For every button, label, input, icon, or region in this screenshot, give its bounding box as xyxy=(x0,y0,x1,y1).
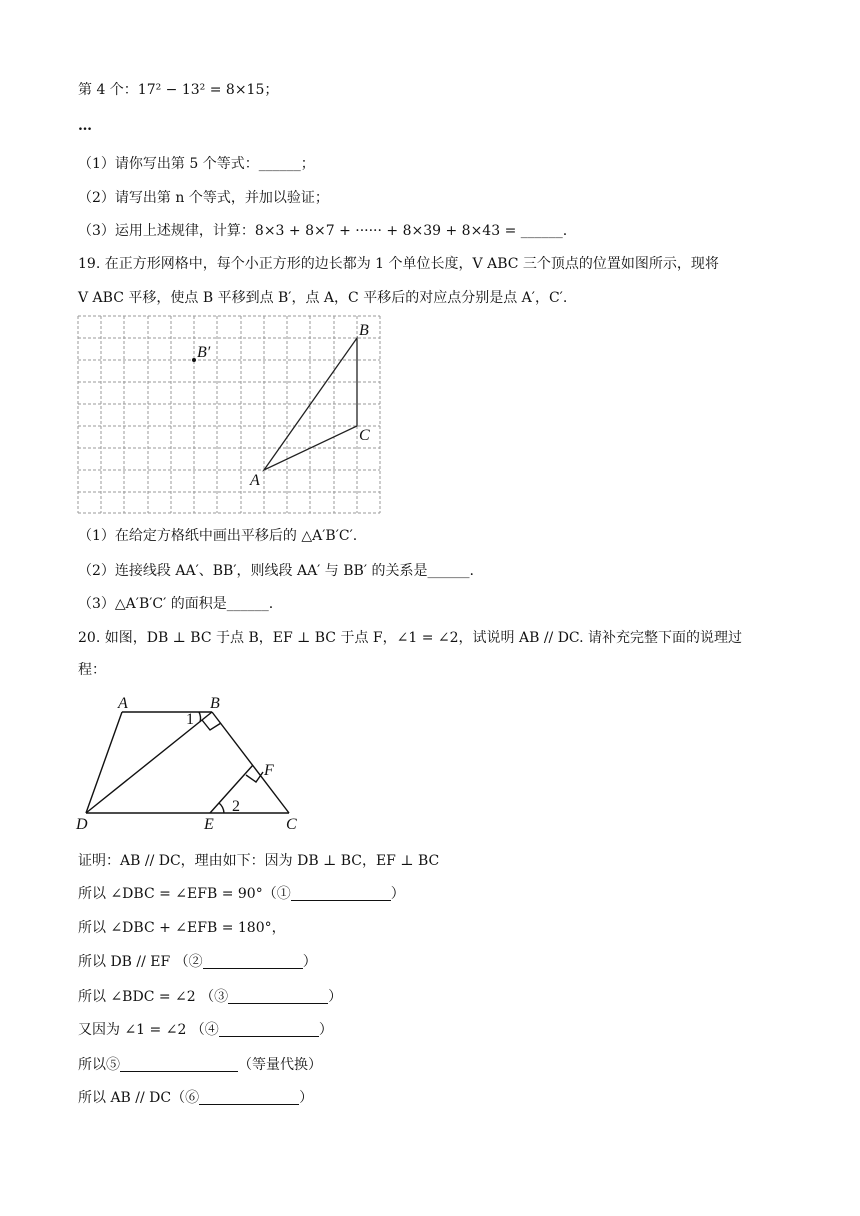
grid-lines xyxy=(78,316,380,513)
proof-line-6-close: ） xyxy=(318,1022,333,1038)
answer-blank-2[interactable] xyxy=(203,953,303,969)
proof-line-7-reason: （等量代换） xyxy=(238,1057,322,1073)
angle-2-arc xyxy=(219,803,224,813)
q18-line-4: 第 4 个：17² − 13² = 8×15； xyxy=(78,82,279,98)
label-c: C xyxy=(286,816,297,833)
q18-subquestion-1: （1）请你写出第 5 个等式：______； xyxy=(78,156,315,172)
label-a: A xyxy=(118,695,128,712)
q19-subquestion-2: （2）连接线段 AA′、BB′，则线段 AA′ 与 BB′ 的关系是______. xyxy=(78,563,474,579)
label-c: C xyxy=(359,427,370,444)
answer-blank-6[interactable] xyxy=(199,1089,299,1105)
point-b-prime xyxy=(192,358,196,362)
label-b: B xyxy=(210,695,220,712)
proof-line-5-text: 所以 ∠BDC = ∠2 （③ xyxy=(78,989,229,1005)
q19-subquestion-1: （1）在给定方格纸中画出平移后的 △A′B′C′. xyxy=(78,528,358,544)
proof-line-2-close: ） xyxy=(390,886,405,902)
proof-line-5-close: ） xyxy=(328,989,343,1005)
proof-line-3: 所以 ∠DBC + ∠EFB = 180°， xyxy=(78,920,286,936)
angle-1-arc xyxy=(199,712,200,722)
label-e: E xyxy=(204,816,214,833)
label-b: B xyxy=(359,322,369,339)
q20-stem-line-2: 程： xyxy=(78,662,106,678)
proof-line-4 xyxy=(78,952,317,972)
answer-blank-4[interactable] xyxy=(219,1021,319,1037)
label-angle-1: 1 xyxy=(186,711,194,728)
proof-line-8-close: ） xyxy=(299,1090,314,1106)
label-d: D xyxy=(76,816,88,833)
right-angle-mark-f xyxy=(246,772,263,782)
proof-line-8 xyxy=(78,1088,313,1108)
answer-blank-3[interactable] xyxy=(228,988,328,1004)
right-angle-mark-b xyxy=(202,720,221,730)
label-b-prime: B′ xyxy=(197,344,211,361)
proof-line-8-text: 所以 AB // DC（⑥ xyxy=(78,1090,200,1106)
proof-line-6 xyxy=(78,1020,333,1040)
q19-stem-line-1: 19. 在正方形网格中，每个小正方形的边长都为 1 个单位长度，V ABC 三个顶点的位置如图所示，现将 xyxy=(78,256,719,272)
proof-line-7-text: 所以⑤ xyxy=(78,1057,120,1073)
answer-blank-1[interactable] xyxy=(291,885,391,901)
q18-ellipsis: … xyxy=(78,118,92,134)
q18-subquestion-2: （2）请写出第 n 个等式，并加以验证； xyxy=(78,190,329,206)
q20-stem-line-1: 20. 如图，DB ⊥ BC 于点 B，EF ⊥ BC 于点 F，∠1 = ∠2，试说明 AB // DC. 请补充完整下面的说理过 xyxy=(78,630,743,646)
q18-subquestion-3: （3）运用上述规律，计算：8×3 + 8×7 + ······ + 8×39 + 8×43 = ______. xyxy=(78,223,568,239)
proof-line-4-text: 所以 DB // EF （② xyxy=(78,954,203,970)
proof-line-7 xyxy=(78,1055,322,1075)
proof-line-2-text: 所以 ∠DBC = ∠EFB = 90°（① xyxy=(78,886,291,902)
label-f: F xyxy=(264,762,274,779)
answer-blank-5[interactable] xyxy=(120,1056,238,1072)
label-angle-2: 2 xyxy=(232,798,240,815)
proof-line-6-text: 又因为 ∠1 = ∠2 （④ xyxy=(78,1022,219,1038)
q20-figure xyxy=(76,695,306,835)
q19-grid-figure xyxy=(78,316,383,516)
proof-line-5 xyxy=(78,987,342,1007)
proof-line-4-close: ） xyxy=(302,954,317,970)
q19-stem-line-2: V ABC 平移，使点 B 平移到点 B′，点 A，C 平移后的对应点分别是点 A′，C′. xyxy=(78,290,568,306)
proof-line-2 xyxy=(78,884,405,904)
label-a: A xyxy=(250,472,260,489)
proof-line-1: 证明：AB // DC，理由如下：因为 DB ⊥ BC，EF ⊥ BC xyxy=(78,853,440,869)
q19-subquestion-3: （3）△A′B′C′ 的面积是______. xyxy=(78,596,274,612)
